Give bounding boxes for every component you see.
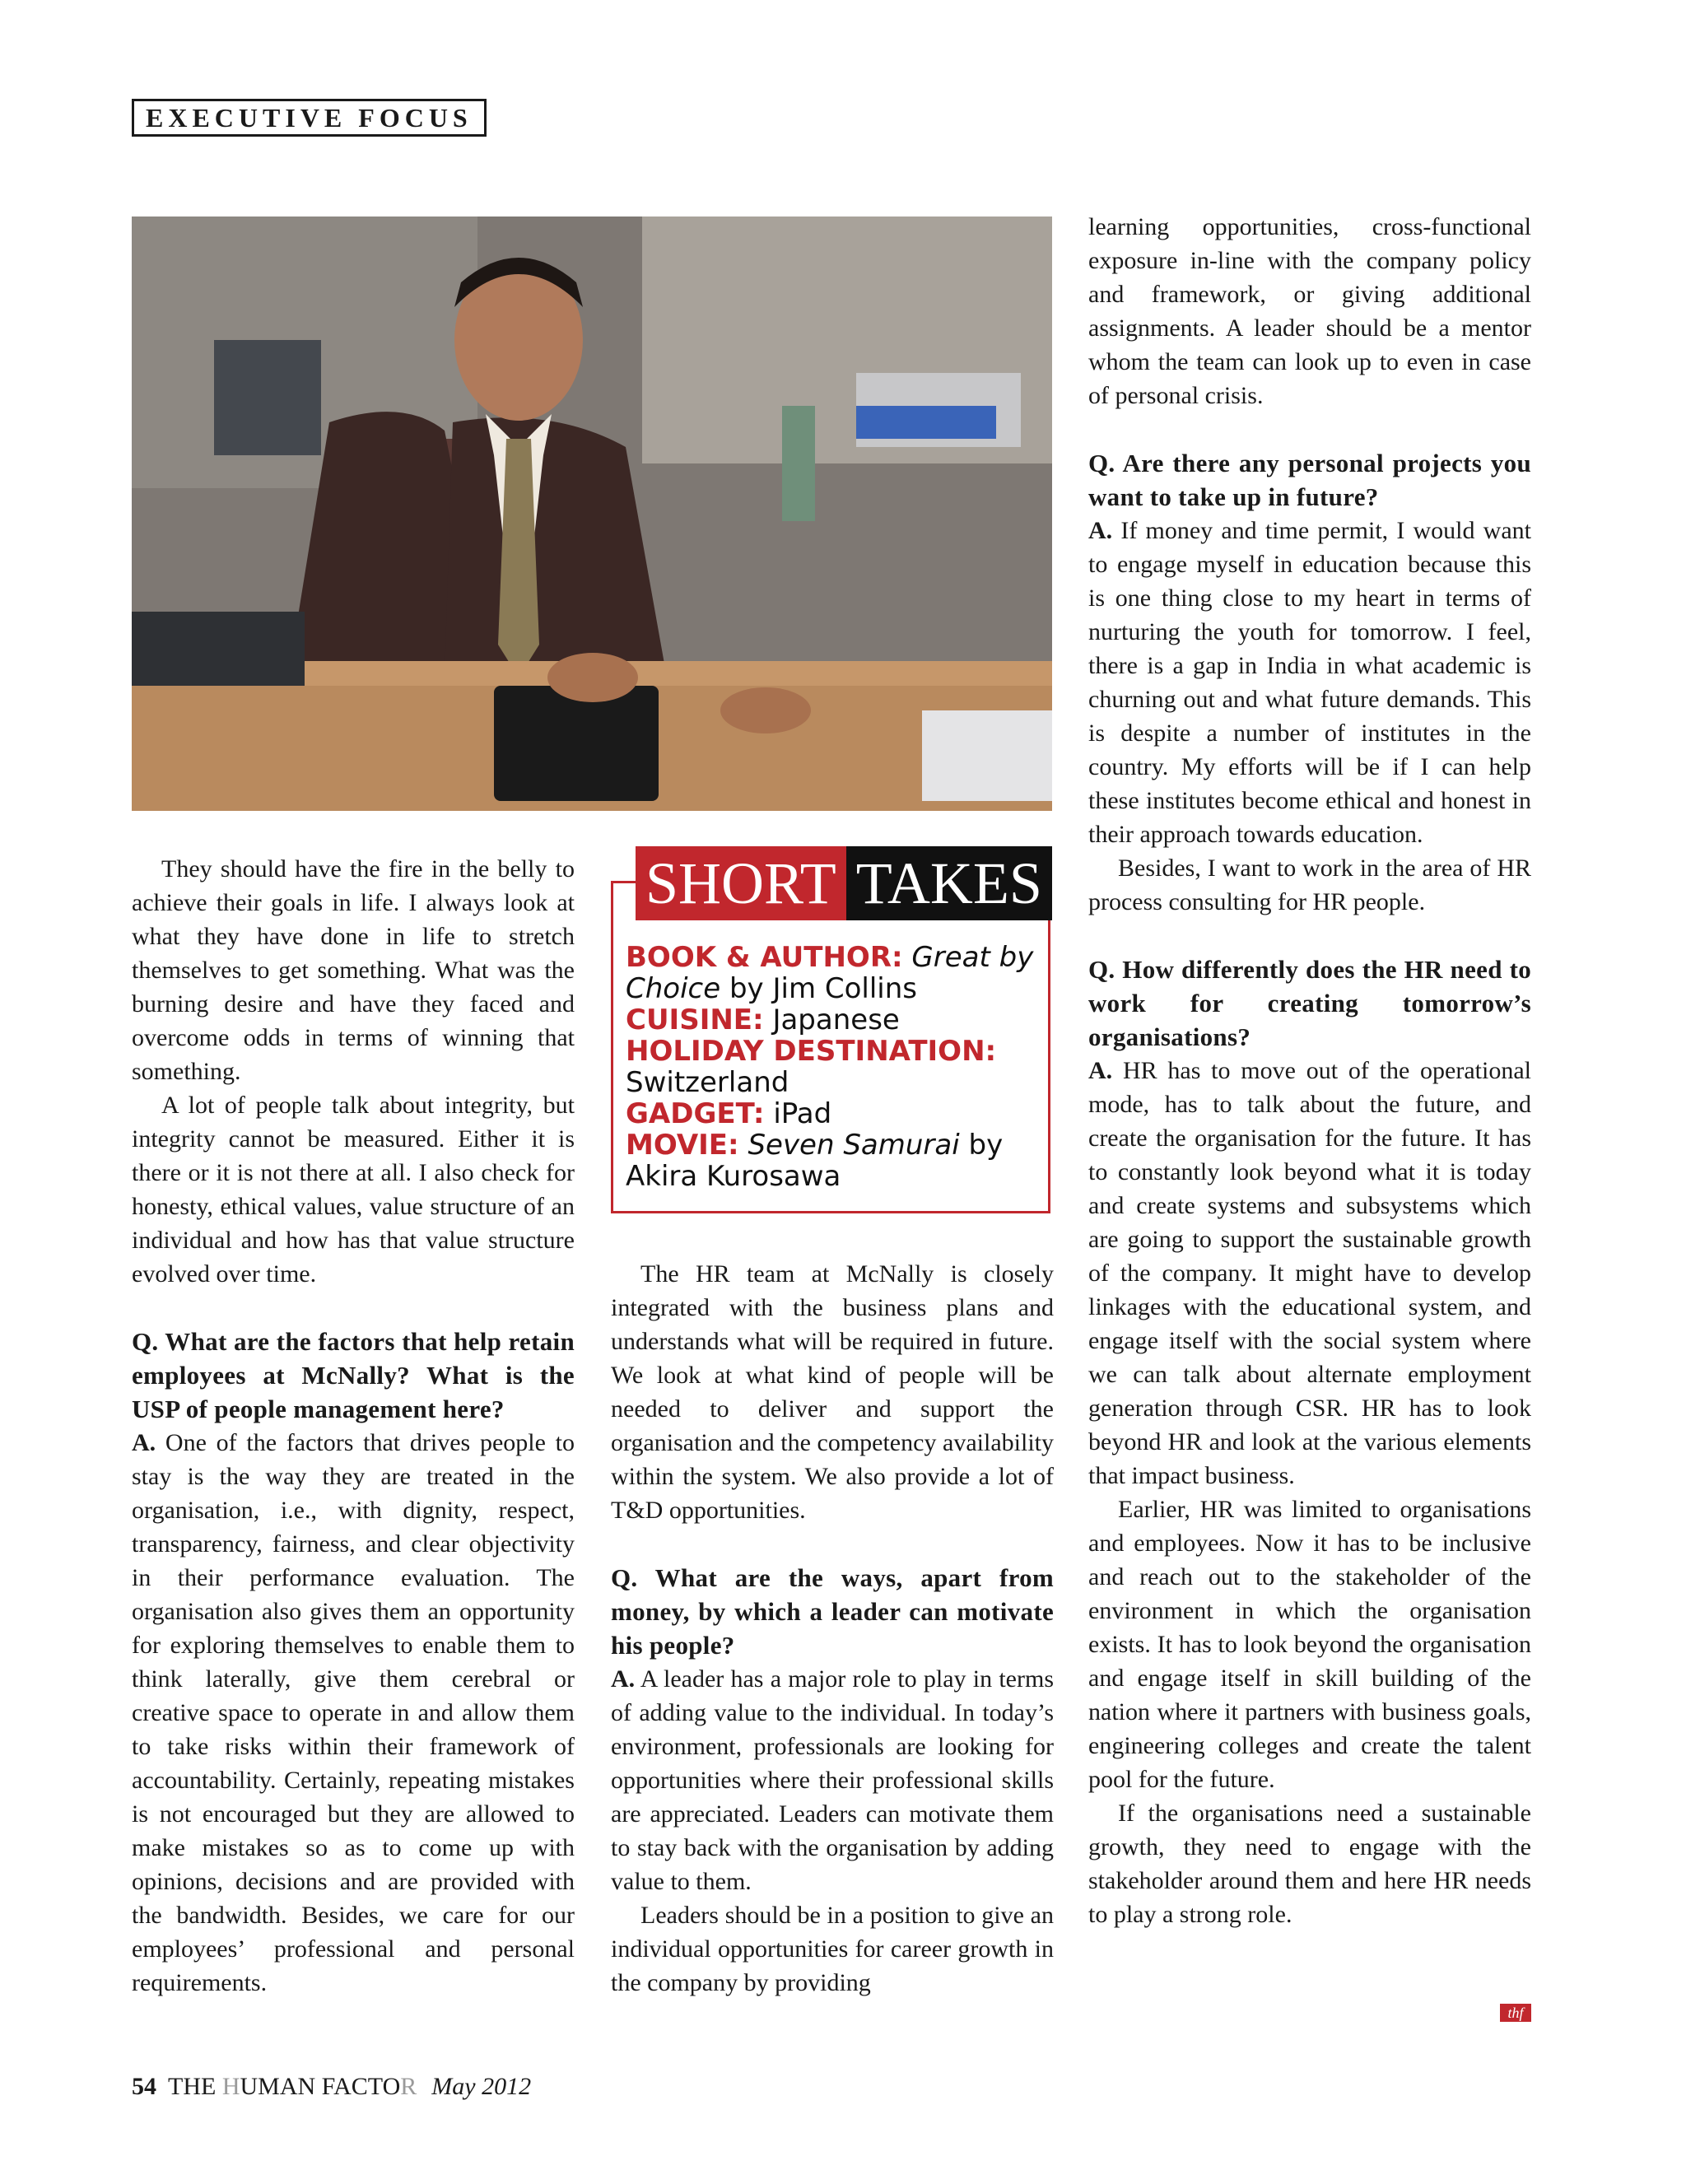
end-mark-logo: thf (1500, 2004, 1531, 2022)
magazine-name-h: H (221, 2073, 240, 2100)
short-takes-book (626, 942, 1037, 1004)
short-takes-list (626, 942, 1037, 1192)
short-takes-gadget (626, 1098, 1037, 1129)
paragraph: Besides, I want to work in the area of HR process consulting for HR people. (1088, 855, 1531, 915)
question-heading: Q. Are there any personal projects you want to take up in future? (1088, 449, 1531, 511)
question-heading: Q. How differently does the HR need to work for creating tomorrow’s organisations? (1088, 955, 1531, 1051)
gadget-value: iPad (764, 1097, 832, 1130)
book-label: BOOK & AUTHOR: (626, 941, 903, 974)
answer-paragraph (1088, 514, 1531, 851)
cuisine-value: Japanese (763, 1004, 900, 1036)
answer-paragraph (1088, 1054, 1531, 1492)
article-column-2 (611, 1257, 1054, 2000)
article-column-1 (132, 852, 575, 2000)
page-footer (132, 2073, 531, 2101)
answer-label: A. (1088, 517, 1113, 544)
book-title: Great by Choice (626, 941, 1034, 1005)
magazine-name-r: R (400, 2073, 417, 2100)
answer-paragraph (611, 1662, 1054, 1898)
paragraph: They should have the fire in the belly to achieve their goals in life. I always look at what they have done in life to stretch themselves to get something. What was the burning desire and have they faced and overcome odds in terms of winning that something. (132, 855, 575, 1085)
executive-photo (132, 217, 1052, 811)
movie-title: Seven Samurai (748, 1129, 960, 1162)
paragraph: learning opportunities, cross-functional exposure in-line with the company policy and framework, or giving additional assignments. A leader should be a mentor whom the team can look up to even in case of personal crisis. (1088, 213, 1531, 409)
page-number: 54 (132, 2073, 156, 2100)
magazine-name-a: THE (168, 2073, 222, 2100)
magazine-name-b: UMAN FACTO (240, 2073, 401, 2100)
photo-illustration (132, 217, 1052, 811)
question-heading: Q. What are the ways, apart from money, by which a leader can motivate his people? (611, 1563, 1054, 1660)
answer-label: A. (132, 1429, 156, 1456)
article-column-3 (1088, 210, 1531, 1931)
holiday-value: Switzerland (626, 1066, 789, 1099)
short-takes-title (636, 846, 1052, 920)
answer-label: A. (611, 1665, 636, 1693)
movie-label: MOVIE: (626, 1129, 739, 1162)
paragraph: Leaders should be in a position to give an individual opportunities for career growth in the company by providing (611, 1902, 1054, 1996)
section-label: EXECUTIVE FOCUS (132, 99, 487, 137)
question-heading: Q. What are the factors that help retain employees at McNally? What is the USP of people management here? (132, 1327, 575, 1423)
short-takes-title-short: SHORT (636, 846, 846, 920)
gadget-label: GADGET: (626, 1097, 765, 1130)
short-takes-cuisine (626, 1004, 1037, 1036)
holiday-label: HOLIDAY DESTINATION: (626, 1035, 997, 1068)
answer-text: A leader has a major role to play in terms of adding value to the individual. In today’s environment, professionals are looking for opportunities where their professional skills are appreciated. Leaders can motivate them to stay back with the organisation by adding value to them. (611, 1665, 1054, 1895)
paragraph: The HR team at McNally is closely integrated with the business plans and understands what will be required in future. We look at what kind of people will be needed to deliver and support the organisation and the competency availability within the system. We also provide a lot of T&D opportunities. (611, 1260, 1054, 1524)
answer-paragraph (132, 1426, 575, 2000)
answer-label: A. (1088, 1057, 1113, 1084)
book-author: by Jim Collins (720, 972, 918, 1005)
paragraph: If the organisations need a sustainable growth, they need to engage with the stakeholder around them and here HR needs to play a strong role. (1088, 1800, 1531, 1928)
short-takes-title-takes: TAKES (846, 846, 1052, 920)
paragraph: Earlier, HR was limited to organisations and employees. Now it has to be inclusive and reach out to the stakeholder of the environment in which the organisation exists. It has to look beyond the organisation and engage itself in skill building of the nation where it partners with business goals, engineering colleges and create the talent pool for the future. (1088, 1496, 1531, 1793)
short-takes-holiday (626, 1036, 1037, 1098)
paragraph: A lot of people talk about integrity, but integrity cannot be measured. Either it is there or it is not there at all. I also check for honesty, ethical values, value structure of an individual and how has that value structure evolved over time. (132, 1092, 575, 1288)
answer-text: If money and time permit, I would want to engage myself in education because this is one thing close to my heart in terms of nurturing the youth for tomorrow. I feel, there is a gap in India in what academic is churning out and what future demands. This is despite a number of institutes in the country. My efforts will be if I can help these institutes become ethical and honest in their approach towards education. (1088, 517, 1531, 848)
issue-date: May 2012 (431, 2073, 532, 2100)
answer-text: HR has to move out of the operational mode, has to talk about the future, and create the organisation for the future. It has to constantly look beyond what it is today and create systems and subsystems which are going to support the sustainable growth of the company. It might have to develop linkages with the educational system, and engage itself with the social system where we can talk about alternate employment generation through CSR. HR has to look beyond HR and look at the various elements that impact business. (1088, 1057, 1531, 1489)
movie-director: by Akira Kurosawa (626, 1129, 1004, 1193)
short-takes-movie (626, 1129, 1037, 1192)
answer-text: One of the factors that drives people to stay is the way they are treated in the organisation, i.e., with dignity, respect, transparency, fairness, and clear objectivity in their performance evaluation. The organisation also gives them an opportunity for exploring themselves to enable them to think laterally, give them cerebral or creative space to operate in and allow them to take risks within their framework of accountability. Certainly, repeating mistakes is not encouraged but they are allowed to make mistakes so as to come up with opinions, decisions and are provided with the bandwidth. Besides, we care for our employees’ professional and personal requirements. (132, 1429, 575, 1996)
cuisine-label: CUISINE: (626, 1004, 764, 1036)
